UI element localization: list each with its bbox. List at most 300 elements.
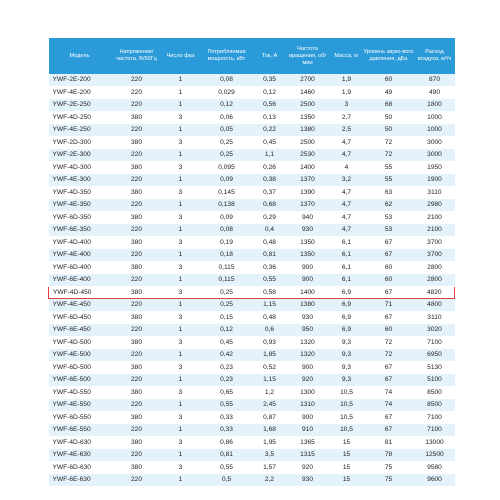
cell-phases: 3: [163, 136, 199, 149]
header-current: Ток, А: [255, 38, 285, 74]
header-phases: Число фаз: [163, 38, 199, 74]
cell-current: 1,85: [255, 349, 285, 362]
cell-voltage: 220: [111, 399, 163, 412]
cell-model: YWF-4E-500: [49, 349, 111, 362]
cell-current: 0,48: [255, 311, 285, 324]
cell-mass: 15: [331, 449, 363, 462]
cell-airflow: 4820: [415, 286, 455, 299]
cell-rpm: 930: [285, 224, 331, 237]
cell-mass: 10,5: [331, 399, 363, 412]
cell-airflow: 5100: [415, 374, 455, 387]
cell-mass: 6,9: [331, 311, 363, 324]
cell-rpm: 1320: [285, 349, 331, 362]
cell-noise: 78: [363, 449, 415, 462]
cell-noise: 60: [363, 261, 415, 274]
cell-model: YWF-6E-350: [49, 224, 111, 237]
cell-mass: 10,5: [331, 411, 363, 424]
cell-airflow: 1000: [415, 111, 455, 124]
header-noise: Уровень звуко-вого давления, дБа: [363, 38, 415, 74]
cell-noise: 71: [363, 299, 415, 312]
cell-current: 0,13: [255, 111, 285, 124]
cell-power: 0,5: [199, 474, 255, 487]
cell-noise: 67: [363, 236, 415, 249]
cell-mass: 4,7: [331, 136, 363, 149]
cell-power: 0,25: [199, 149, 255, 162]
cell-noise: 67: [363, 311, 415, 324]
cell-noise: 55: [363, 174, 415, 187]
table-row: [49, 199, 455, 212]
cell-current: 0,58: [255, 286, 285, 299]
cell-voltage: 220: [111, 449, 163, 462]
cell-current: 3,5: [255, 449, 285, 462]
header-model: Модель: [49, 38, 111, 74]
cell-noise: 63: [363, 186, 415, 199]
cell-model: YWF-4D-500: [49, 336, 111, 349]
cell-noise: 60: [363, 324, 415, 337]
cell-airflow: 8500: [415, 386, 455, 399]
cell-model: YWF-4E-450: [49, 299, 111, 312]
cell-airflow: 8500: [415, 399, 455, 412]
cell-current: 0,22: [255, 124, 285, 137]
header-power: Потребляемая мощность, кВт: [199, 38, 255, 74]
cell-power: 0,86: [199, 436, 255, 449]
cell-noise: 67: [363, 411, 415, 424]
cell-current: 0,93: [255, 336, 285, 349]
cell-current: 0,37: [255, 186, 285, 199]
cell-voltage: 380: [111, 161, 163, 174]
cell-power: 0,12: [199, 99, 255, 112]
cell-airflow: 3700: [415, 249, 455, 262]
cell-noise: 60: [363, 74, 415, 86]
cell-phases: 3: [163, 311, 199, 324]
cell-model: YWF-2E-300: [49, 149, 111, 162]
header-voltage: Напряжение/ частота, В/50Гц: [111, 38, 163, 74]
cell-noise: 75: [363, 461, 415, 474]
cell-phases: 3: [163, 286, 199, 299]
cell-mass: 4,7: [331, 186, 363, 199]
fan-spec-table-container: [48, 38, 454, 487]
cell-phases: 1: [163, 86, 199, 99]
cell-rpm: 1300: [285, 386, 331, 399]
cell-phases: 3: [163, 261, 199, 274]
cell-mass: 4: [331, 161, 363, 174]
table-row: [49, 111, 455, 124]
cell-current: 1,2: [255, 386, 285, 399]
cell-current: 0,26: [255, 161, 285, 174]
cell-airflow: 13000: [415, 436, 455, 449]
cell-airflow: 5130: [415, 361, 455, 374]
cell-phases: 3: [163, 111, 199, 124]
cell-voltage: 220: [111, 86, 163, 99]
cell-rpm: 910: [285, 424, 331, 437]
cell-voltage: 220: [111, 349, 163, 362]
cell-voltage: 220: [111, 149, 163, 162]
cell-noise: 67: [363, 361, 415, 374]
table-row: [49, 286, 455, 299]
cell-noise: 72: [363, 349, 415, 362]
table-row: [49, 299, 455, 312]
cell-current: 0,38: [255, 174, 285, 187]
cell-current: 0,56: [255, 99, 285, 112]
cell-mass: 15: [331, 474, 363, 487]
cell-rpm: 920: [285, 461, 331, 474]
cell-model: YWF-2D-300: [49, 136, 111, 149]
cell-mass: 2,5: [331, 124, 363, 137]
cell-power: 0,65: [199, 386, 255, 399]
cell-voltage: 380: [111, 236, 163, 249]
table-row: [49, 99, 455, 112]
cell-current: 0,29: [255, 211, 285, 224]
cell-rpm: 2530: [285, 149, 331, 162]
cell-phases: 1: [163, 374, 199, 387]
cell-phases: 1: [163, 199, 199, 212]
table-row: [49, 249, 455, 262]
cell-rpm: 930: [285, 474, 331, 487]
cell-noise: 53: [363, 211, 415, 224]
cell-rpm: 1370: [285, 199, 331, 212]
cell-rpm: 1380: [285, 299, 331, 312]
cell-noise: 72: [363, 336, 415, 349]
table-row: [49, 349, 455, 362]
cell-current: 0,12: [255, 86, 285, 99]
table-row: [49, 86, 455, 99]
cell-phases: 1: [163, 99, 199, 112]
table-row: [49, 186, 455, 199]
cell-voltage: 380: [111, 211, 163, 224]
table-row: [49, 311, 455, 324]
cell-voltage: 380: [111, 311, 163, 324]
cell-current: 0,35: [255, 74, 285, 86]
cell-voltage: 380: [111, 261, 163, 274]
cell-rpm: 900: [285, 274, 331, 287]
cell-voltage: 220: [111, 74, 163, 86]
cell-mass: 3: [331, 99, 363, 112]
cell-current: 0,48: [255, 236, 285, 249]
cell-airflow: 3700: [415, 236, 455, 249]
cell-noise: 74: [363, 386, 415, 399]
cell-power: 0,09: [199, 174, 255, 187]
cell-current: 0,55: [255, 274, 285, 287]
cell-power: 0,55: [199, 399, 255, 412]
cell-phases: 3: [163, 336, 199, 349]
cell-mass: 4,7: [331, 149, 363, 162]
cell-mass: 6,1: [331, 274, 363, 287]
cell-current: 0,52: [255, 361, 285, 374]
table-row: [49, 224, 455, 237]
fan-spec-table: [48, 38, 455, 487]
cell-noise: 81: [363, 436, 415, 449]
cell-model: YWF-4E-250: [49, 124, 111, 137]
cell-power: 0,09: [199, 211, 255, 224]
cell-mass: 15: [331, 436, 363, 449]
cell-rpm: 1320: [285, 336, 331, 349]
cell-noise: 68: [363, 99, 415, 112]
cell-rpm: 2500: [285, 99, 331, 112]
cell-rpm: 930: [285, 311, 331, 324]
cell-noise: 72: [363, 136, 415, 149]
cell-rpm: 940: [285, 211, 331, 224]
cell-power: 0,18: [199, 249, 255, 262]
cell-model: YWF-6E-550: [49, 424, 111, 437]
cell-power: 0,115: [199, 261, 255, 274]
cell-rpm: 2500: [285, 136, 331, 149]
cell-model: YWF-6D-630: [49, 461, 111, 474]
table-row: [49, 424, 455, 437]
cell-model: YWF-4D-400: [49, 236, 111, 249]
cell-power: 0,42: [199, 349, 255, 362]
cell-airflow: 9600: [415, 474, 455, 487]
cell-noise: 60: [363, 274, 415, 287]
cell-phases: 1: [163, 324, 199, 337]
cell-power: 0,06: [199, 111, 255, 124]
cell-airflow: 12500: [415, 449, 455, 462]
cell-model: YWF-2E-250: [49, 99, 111, 112]
cell-noise: 62: [363, 199, 415, 212]
cell-airflow: 2100: [415, 224, 455, 237]
cell-current: 0,81: [255, 249, 285, 262]
cell-mass: 6,1: [331, 261, 363, 274]
table-row: [49, 149, 455, 162]
cell-voltage: 380: [111, 411, 163, 424]
cell-voltage: 220: [111, 124, 163, 137]
cell-current: 0,4: [255, 224, 285, 237]
cell-airflow: 2800: [415, 261, 455, 274]
table-body: [49, 74, 455, 486]
cell-phases: 1: [163, 399, 199, 412]
cell-noise: 75: [363, 474, 415, 487]
cell-airflow: 3000: [415, 149, 455, 162]
cell-voltage: 220: [111, 274, 163, 287]
cell-airflow: 870: [415, 74, 455, 86]
table-row: [49, 124, 455, 137]
cell-phases: 1: [163, 424, 199, 437]
cell-airflow: 2800: [415, 274, 455, 287]
cell-phases: 3: [163, 186, 199, 199]
cell-rpm: 1370: [285, 174, 331, 187]
cell-noise: 74: [363, 399, 415, 412]
cell-mass: 2,7: [331, 111, 363, 124]
cell-power: 0,138: [199, 199, 255, 212]
cell-airflow: 1950: [415, 161, 455, 174]
cell-mass: 1,9: [331, 74, 363, 86]
table-row: [49, 361, 455, 374]
table-row: [49, 74, 455, 86]
table-row: [49, 211, 455, 224]
cell-rpm: 1400: [285, 286, 331, 299]
cell-rpm: 1390: [285, 186, 331, 199]
cell-model: YWF-4D-250: [49, 111, 111, 124]
cell-rpm: 900: [285, 411, 331, 424]
cell-model: YWF-4D-300: [49, 161, 111, 174]
table-row: [49, 411, 455, 424]
cell-airflow: 1800: [415, 99, 455, 112]
cell-voltage: 220: [111, 99, 163, 112]
cell-rpm: 1400: [285, 161, 331, 174]
cell-phases: 1: [163, 449, 199, 462]
cell-model: YWF-6D-500: [49, 361, 111, 374]
cell-airflow: 490: [415, 86, 455, 99]
cell-mass: 6,1: [331, 249, 363, 262]
cell-voltage: 220: [111, 249, 163, 262]
cell-voltage: 380: [111, 136, 163, 149]
cell-model: YWF-6D-550: [49, 411, 111, 424]
cell-rpm: 1350: [285, 236, 331, 249]
cell-airflow: 9580: [415, 461, 455, 474]
cell-noise: 50: [363, 124, 415, 137]
cell-voltage: 380: [111, 386, 163, 399]
cell-power: 0,115: [199, 274, 255, 287]
cell-noise: 67: [363, 374, 415, 387]
cell-model: YWF-6E-450: [49, 324, 111, 337]
cell-model: YWF-4E-630: [49, 449, 111, 462]
cell-phases: 3: [163, 386, 199, 399]
cell-airflow: 3000: [415, 136, 455, 149]
cell-power: 0,08: [199, 74, 255, 86]
cell-phases: 3: [163, 236, 199, 249]
cell-mass: 9,3: [331, 349, 363, 362]
cell-rpm: 2700: [285, 74, 331, 86]
cell-phases: 1: [163, 274, 199, 287]
cell-rpm: 1315: [285, 449, 331, 462]
cell-model: YWF-4D-630: [49, 436, 111, 449]
cell-voltage: 380: [111, 186, 163, 199]
cell-airflow: 4800: [415, 299, 455, 312]
cell-phases: 1: [163, 149, 199, 162]
cell-voltage: 380: [111, 361, 163, 374]
cell-airflow: 2100: [415, 211, 455, 224]
cell-power: 0,19: [199, 236, 255, 249]
cell-power: 0,23: [199, 361, 255, 374]
cell-mass: 4,7: [331, 199, 363, 212]
cell-mass: 15: [331, 461, 363, 474]
cell-mass: 10,5: [331, 386, 363, 399]
cell-rpm: 1460: [285, 86, 331, 99]
cell-current: 1,95: [255, 436, 285, 449]
cell-current: 0,36: [255, 261, 285, 274]
cell-airflow: 3020: [415, 324, 455, 337]
cell-noise: 67: [363, 286, 415, 299]
table-row: [49, 324, 455, 337]
cell-power: 0,12: [199, 324, 255, 337]
cell-phases: 3: [163, 161, 199, 174]
cell-phases: 1: [163, 124, 199, 137]
cell-model: YWF-4E-200: [49, 86, 111, 99]
cell-airflow: 7100: [415, 411, 455, 424]
cell-power: 0,145: [199, 186, 255, 199]
cell-rpm: 1380: [285, 124, 331, 137]
cell-airflow: 7100: [415, 424, 455, 437]
header-rpm: Частота вращения, об/мин: [285, 38, 331, 74]
cell-rpm: 900: [285, 261, 331, 274]
cell-voltage: 220: [111, 424, 163, 437]
cell-noise: 55: [363, 161, 415, 174]
cell-voltage: 220: [111, 474, 163, 487]
cell-power: 0,25: [199, 136, 255, 149]
cell-airflow: 6950: [415, 349, 455, 362]
cell-noise: 53: [363, 224, 415, 237]
cell-mass: 10,5: [331, 424, 363, 437]
cell-mass: 9,3: [331, 374, 363, 387]
cell-current: 0,87: [255, 411, 285, 424]
cell-voltage: 380: [111, 286, 163, 299]
cell-model: YWF-4E-400: [49, 249, 111, 262]
cell-model: YWF-6D-400: [49, 261, 111, 274]
table-row: [49, 386, 455, 399]
cell-model: YWF-2E-200: [49, 74, 111, 86]
cell-phases: 3: [163, 411, 199, 424]
table-row: [49, 336, 455, 349]
cell-rpm: 950: [285, 324, 331, 337]
cell-power: 0,05: [199, 124, 255, 137]
cell-phases: 3: [163, 361, 199, 374]
table-row: [49, 274, 455, 287]
cell-power: 0,45: [199, 336, 255, 349]
cell-voltage: 220: [111, 299, 163, 312]
cell-mass: 3,2: [331, 174, 363, 187]
cell-model: YWF-6E-630: [49, 474, 111, 487]
cell-noise: 50: [363, 111, 415, 124]
cell-current: 0,6: [255, 324, 285, 337]
cell-noise: 67: [363, 424, 415, 437]
cell-rpm: 1310: [285, 399, 331, 412]
table-row: [49, 136, 455, 149]
cell-airflow: 1000: [415, 124, 455, 137]
cell-rpm: 1350: [285, 111, 331, 124]
cell-current: 1,15: [255, 374, 285, 387]
table-row: [49, 174, 455, 187]
cell-mass: 6,9: [331, 324, 363, 337]
cell-model: YWF-6E-500: [49, 374, 111, 387]
cell-rpm: 1350: [285, 249, 331, 262]
cell-noise: 49: [363, 86, 415, 99]
cell-voltage: 380: [111, 461, 163, 474]
cell-current: 0,68: [255, 199, 285, 212]
cell-current: 0,45: [255, 136, 285, 149]
header-mass: Масса, кг: [331, 38, 363, 74]
cell-airflow: 2980: [415, 199, 455, 212]
cell-power: 0,33: [199, 411, 255, 424]
cell-airflow: 3110: [415, 311, 455, 324]
cell-noise: 72: [363, 149, 415, 162]
cell-voltage: 380: [111, 436, 163, 449]
cell-model: YWF-6D-450: [49, 311, 111, 324]
table-row: [49, 461, 455, 474]
cell-voltage: 220: [111, 374, 163, 387]
table-row: [49, 399, 455, 412]
cell-model: YWF-4E-550: [49, 399, 111, 412]
cell-noise: 67: [363, 249, 415, 262]
cell-model: YWF-6D-350: [49, 211, 111, 224]
cell-phases: 1: [163, 74, 199, 86]
table-row: [49, 236, 455, 249]
cell-power: 0,81: [199, 449, 255, 462]
cell-power: 0,33: [199, 424, 255, 437]
cell-voltage: 220: [111, 324, 163, 337]
header-airflow: Расход воздуха, м³/ч: [415, 38, 455, 74]
cell-mass: 4,7: [331, 211, 363, 224]
cell-current: 1,1: [255, 149, 285, 162]
cell-power: 0,095: [199, 161, 255, 174]
cell-voltage: 380: [111, 336, 163, 349]
cell-model: YWF-4D-550: [49, 386, 111, 399]
cell-voltage: 380: [111, 111, 163, 124]
cell-current: 2,45: [255, 399, 285, 412]
cell-model: YWF-4E-350: [49, 199, 111, 212]
cell-mass: 6,9: [331, 286, 363, 299]
cell-model: YWF-6E-400: [49, 274, 111, 287]
cell-phases: 1: [163, 224, 199, 237]
cell-rpm: 920: [285, 374, 331, 387]
